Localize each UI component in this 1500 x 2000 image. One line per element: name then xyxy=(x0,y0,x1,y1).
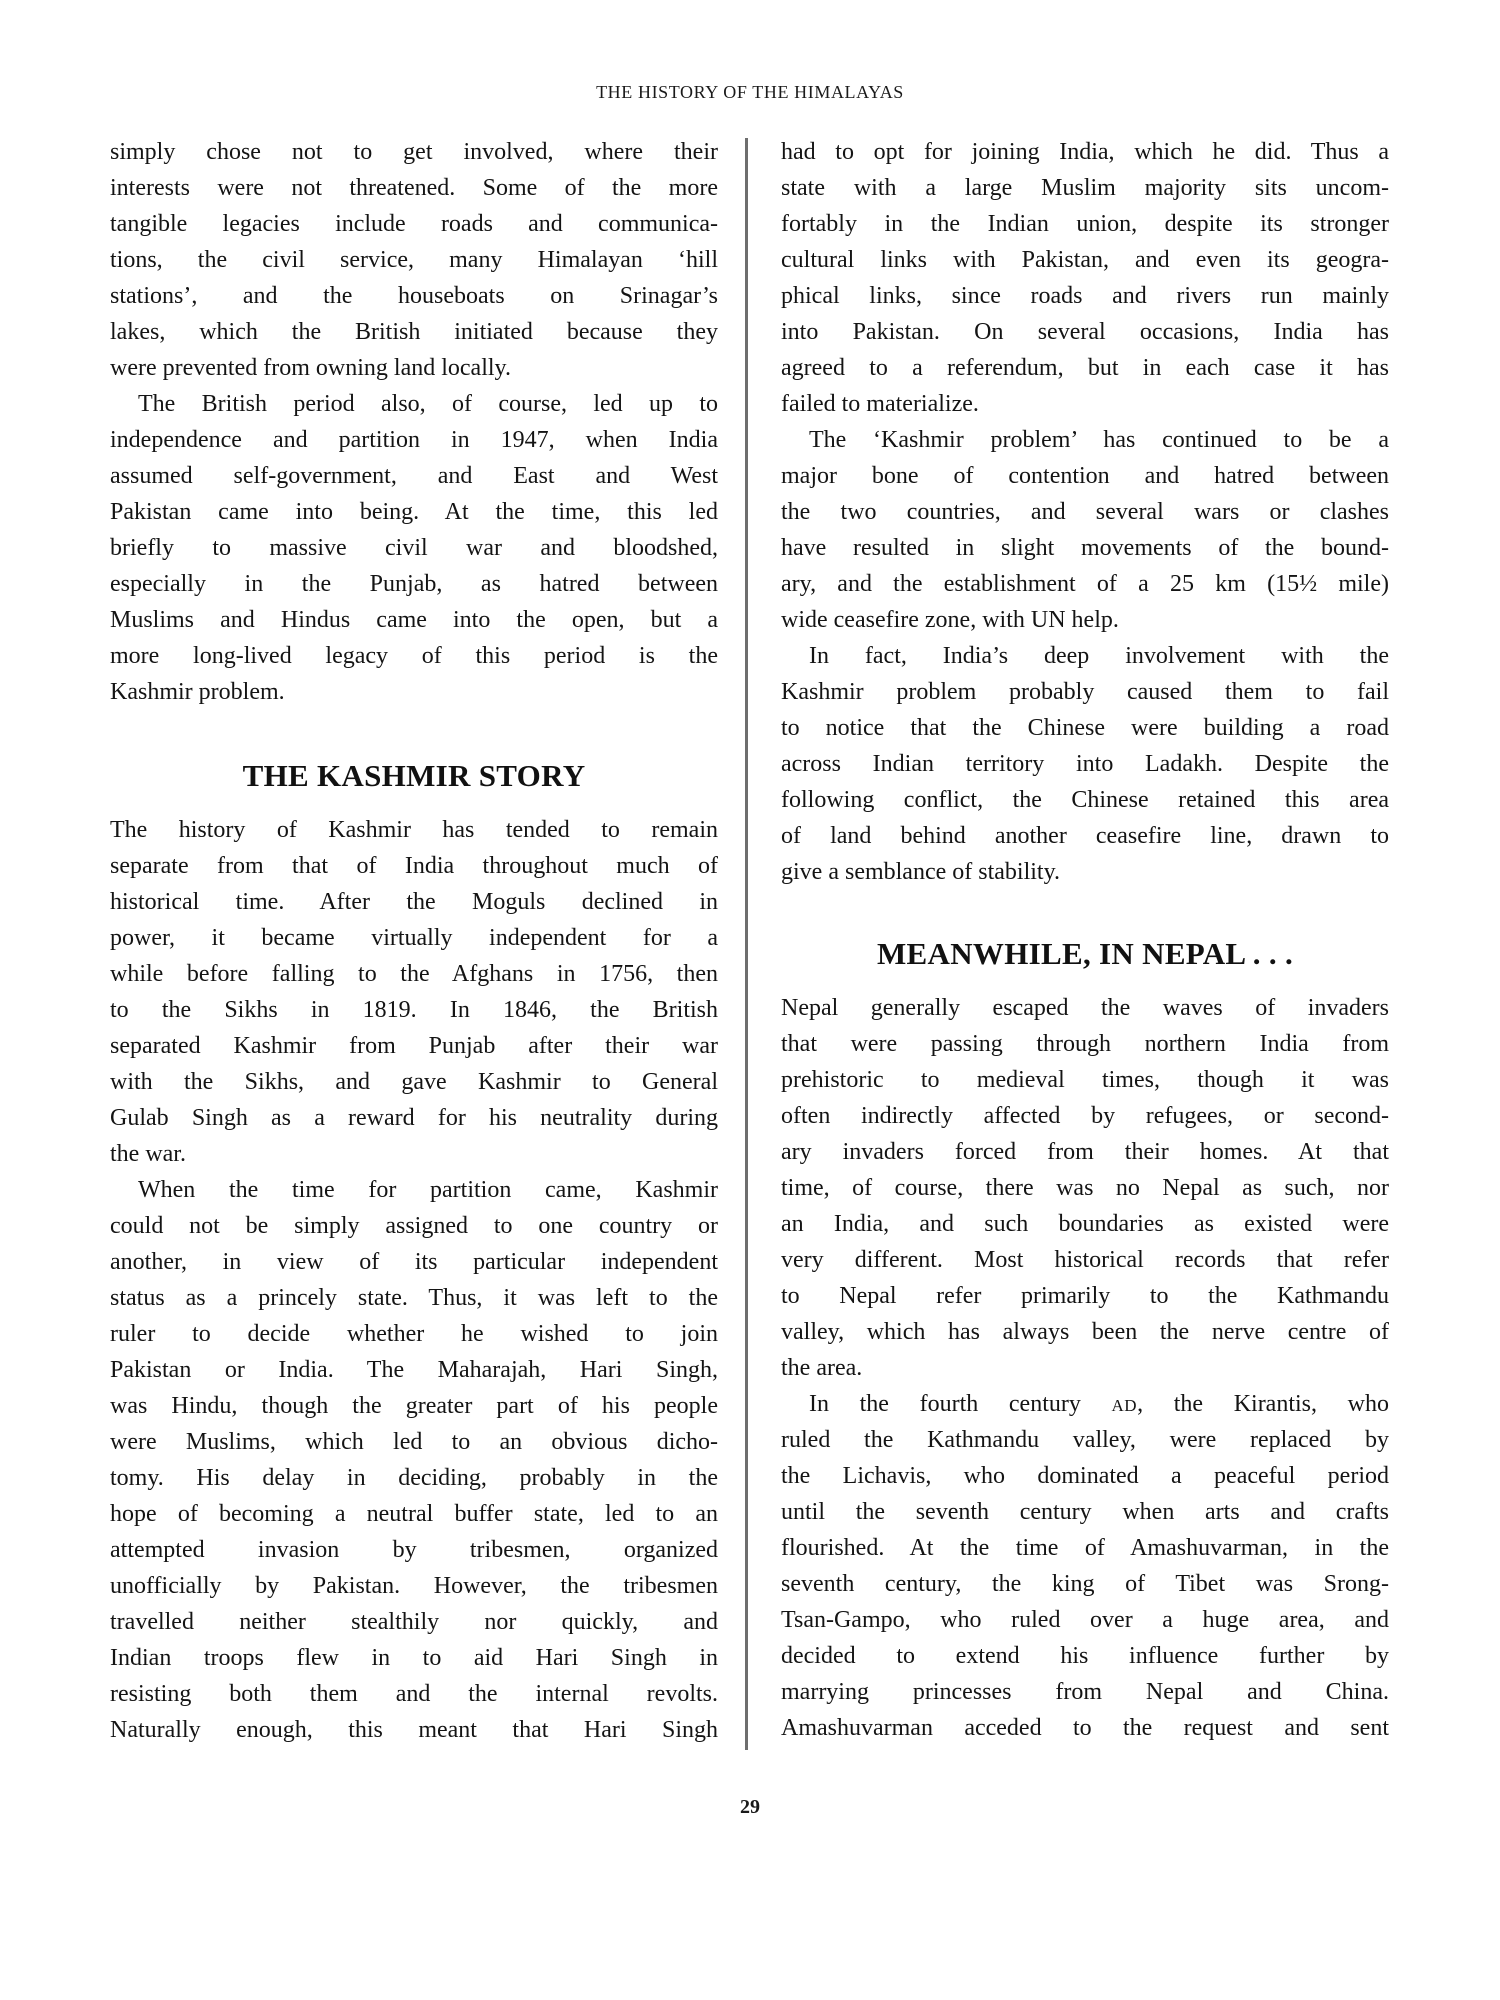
text-line: was Hindu, though the greater part of his people xyxy=(110,1393,718,1419)
text-line: the area. xyxy=(781,1355,863,1381)
paragraph xyxy=(110,812,718,1172)
paragraph xyxy=(781,134,1389,422)
text-line: Tsan-Gampo, who ruled over a huge area, and xyxy=(781,1607,1389,1633)
text-line: simply chose not to get involved, where their xyxy=(110,139,718,165)
section-heading-kashmir: THE KASHMIR STORY xyxy=(242,758,586,793)
paragraph xyxy=(110,1172,718,1748)
text-line: stations’, and the houseboats on Srinagar’s xyxy=(110,283,718,309)
text-line: across Indian territory into Ladakh. Despite the xyxy=(781,751,1389,777)
text-line: ruled the Kathmandu valley, were replaced by xyxy=(781,1427,1389,1453)
text-line: major bone of contention and hatred between xyxy=(781,463,1389,489)
text-fragment: , the Kirantis, who xyxy=(1137,1391,1389,1417)
text-line: seventh century, the king of Tibet was Srong- xyxy=(781,1571,1389,1597)
text-line: decided to extend his influence further by xyxy=(781,1643,1389,1669)
text-line: unofficially by Pakistan. However, the tribesmen xyxy=(110,1573,718,1599)
text-line: wide ceasefire zone, with UN help. xyxy=(781,607,1119,633)
text-line: separated Kashmir from Punjab after their war xyxy=(110,1033,718,1059)
text-line: tions, the civil service, many Himalayan ‘hill xyxy=(110,247,718,273)
text-line: Indian troops flew in to aid Hari Singh in xyxy=(110,1645,718,1671)
text-line: Pakistan or India. The Maharajah, Hari Singh, xyxy=(110,1357,718,1383)
text-line: marrying princesses from Nepal and China. xyxy=(781,1679,1389,1705)
text-line: hope of becoming a neutral buffer state, led to an xyxy=(110,1501,718,1527)
text-line: prehistoric to medieval times, though it was xyxy=(781,1067,1389,1093)
text-fragment: In the fourth century xyxy=(809,1391,1112,1417)
paragraph xyxy=(110,386,718,710)
text-line: following conflict, the Chinese retained this area xyxy=(781,787,1389,813)
text-line: lakes, which the British initiated because they xyxy=(110,319,718,345)
text-line: power, it became virtually independent for a xyxy=(110,925,718,951)
text-line: Nepal generally escaped the waves of invaders xyxy=(781,995,1389,1021)
text-line: with the Sikhs, and gave Kashmir to General xyxy=(110,1069,718,1095)
text-line: give a semblance of stability. xyxy=(781,859,1061,885)
text-line: Muslims and Hindus came into the open, but a xyxy=(110,607,718,633)
text-line: to notice that the Chinese were building a road xyxy=(781,715,1389,741)
text-line: resisting both them and the internal revolts. xyxy=(110,1681,718,1707)
text-line: to the Sikhs in 1819. In 1846, the British xyxy=(110,997,718,1023)
text-line: travelled neither stealthily nor quickly, and xyxy=(110,1609,718,1635)
text-line: attempted invasion by tribesmen, organized xyxy=(110,1537,718,1563)
text-line: separate from that of India throughout much of xyxy=(110,853,718,879)
text-line: state with a large Muslim majority sits uncom- xyxy=(781,175,1389,201)
era-abbreviation: AD xyxy=(1111,1396,1138,1415)
text-line: Gulab Singh as a reward for his neutrality during xyxy=(110,1105,718,1131)
text-line: ary invaders forced from their homes. At that xyxy=(781,1139,1389,1165)
text-line: When the time for partition came, Kashmir xyxy=(138,1177,718,1203)
paragraph xyxy=(781,1386,1389,1746)
text-line: Naturally enough, this meant that Hari Singh xyxy=(110,1717,718,1743)
paragraph xyxy=(781,638,1389,890)
text-line: Kashmir problem probably caused them to fail xyxy=(781,679,1389,705)
text-line: phical links, since roads and rivers run mainly xyxy=(781,283,1389,309)
text-line: were Muslims, which led to an obvious dicho- xyxy=(110,1429,718,1455)
text-line: status as a princely state. Thus, it was left to the xyxy=(110,1285,718,1311)
text-line: briefly to massive civil war and bloodshed, xyxy=(110,535,718,561)
column-divider xyxy=(745,138,748,1750)
text-line: the Lichavis, who dominated a peaceful period xyxy=(781,1463,1389,1489)
paragraph xyxy=(781,990,1389,1386)
text-line: tomy. His delay in deciding, probably in the xyxy=(110,1465,718,1491)
paragraph xyxy=(781,422,1389,638)
text-line: fortably in the Indian union, despite its stronger xyxy=(781,211,1389,237)
text-line: into Pakistan. On several occasions, India has xyxy=(781,319,1389,345)
text-line: The ‘Kashmir problem’ has continued to be a xyxy=(809,427,1389,453)
text-line: In fact, India’s deep involvement with the xyxy=(809,643,1389,669)
text-line: failed to materialize. xyxy=(781,391,979,417)
text-line: Pakistan came into being. At the time, this led xyxy=(110,499,718,525)
text-line: more long-lived legacy of this period is the xyxy=(110,643,718,669)
text-line: ruler to decide whether he wished to join xyxy=(110,1321,718,1347)
running-head: THE HISTORY OF THE HIMALAYAS xyxy=(596,82,904,102)
text-line: have resulted in slight movements of the bound- xyxy=(781,535,1389,561)
text-line: independence and partition in 1947, when India xyxy=(110,427,718,453)
text-line: time, of course, there was no Nepal as such, nor xyxy=(781,1175,1389,1201)
text-line: ary, and the establishment of a 25 km (15½ mile) xyxy=(781,571,1389,597)
text-line: until the seventh century when arts and crafts xyxy=(781,1499,1389,1525)
text-line: Amashuvarman acceded to the request and sent xyxy=(781,1715,1389,1741)
text-line: tangible legacies include roads and communica- xyxy=(110,211,718,237)
spacer xyxy=(781,974,1389,990)
right-column xyxy=(781,134,1389,1746)
text-line: cultural links with Pakistan, and even its geogra- xyxy=(781,247,1389,273)
text-line: had to opt for joining India, which he did. Thus a xyxy=(781,139,1389,165)
text-line: could not be simply assigned to one country or xyxy=(110,1213,718,1239)
text-line: Kashmir problem. xyxy=(110,679,285,705)
text-line: interests were not threatened. Some of the more xyxy=(110,175,718,201)
spacer xyxy=(781,890,1389,934)
text-line: flourished. At the time of Amashuvarman, in the xyxy=(781,1535,1389,1561)
spacer xyxy=(110,710,718,756)
text-line: the two countries, and several wars or clashes xyxy=(781,499,1389,525)
text-line: valley, which has always been the nerve centre of xyxy=(781,1319,1389,1345)
text-line xyxy=(781,1386,1389,1422)
paragraph xyxy=(110,134,718,386)
text-line: of land behind another ceasefire line, drawn to xyxy=(781,823,1389,849)
text-line: very different. Most historical records that refer xyxy=(781,1247,1389,1273)
text-line: The British period also, of course, led up to xyxy=(138,391,718,417)
text-line: while before falling to the Afghans in 1756, then xyxy=(110,961,718,987)
text-line: assumed self-government, and East and West xyxy=(110,463,718,489)
text-line: agreed to a referendum, but in each case it has xyxy=(781,355,1389,381)
text-line: to Nepal refer primarily to the Kathmandu xyxy=(781,1283,1389,1309)
spacer xyxy=(110,796,718,812)
text-line: that were passing through northern India from xyxy=(781,1031,1389,1057)
text-line: The history of Kashmir has tended to remain xyxy=(110,817,718,843)
page-number: 29 xyxy=(740,1796,760,1818)
text-line: especially in the Punjab, as hatred between xyxy=(110,571,718,597)
text-line: often indirectly affected by refugees, or second- xyxy=(781,1103,1389,1129)
text-line: the war. xyxy=(110,1141,186,1167)
left-column xyxy=(110,134,718,1748)
text-line: an India, and such boundaries as existed were xyxy=(781,1211,1389,1237)
text-line: historical time. After the Moguls declined in xyxy=(110,889,718,915)
text-line: were prevented from owning land locally. xyxy=(110,355,511,381)
section-heading-nepal: MEANWHILE, IN NEPAL . . . xyxy=(877,936,1293,971)
text-line: another, in view of its particular independent xyxy=(110,1249,718,1275)
